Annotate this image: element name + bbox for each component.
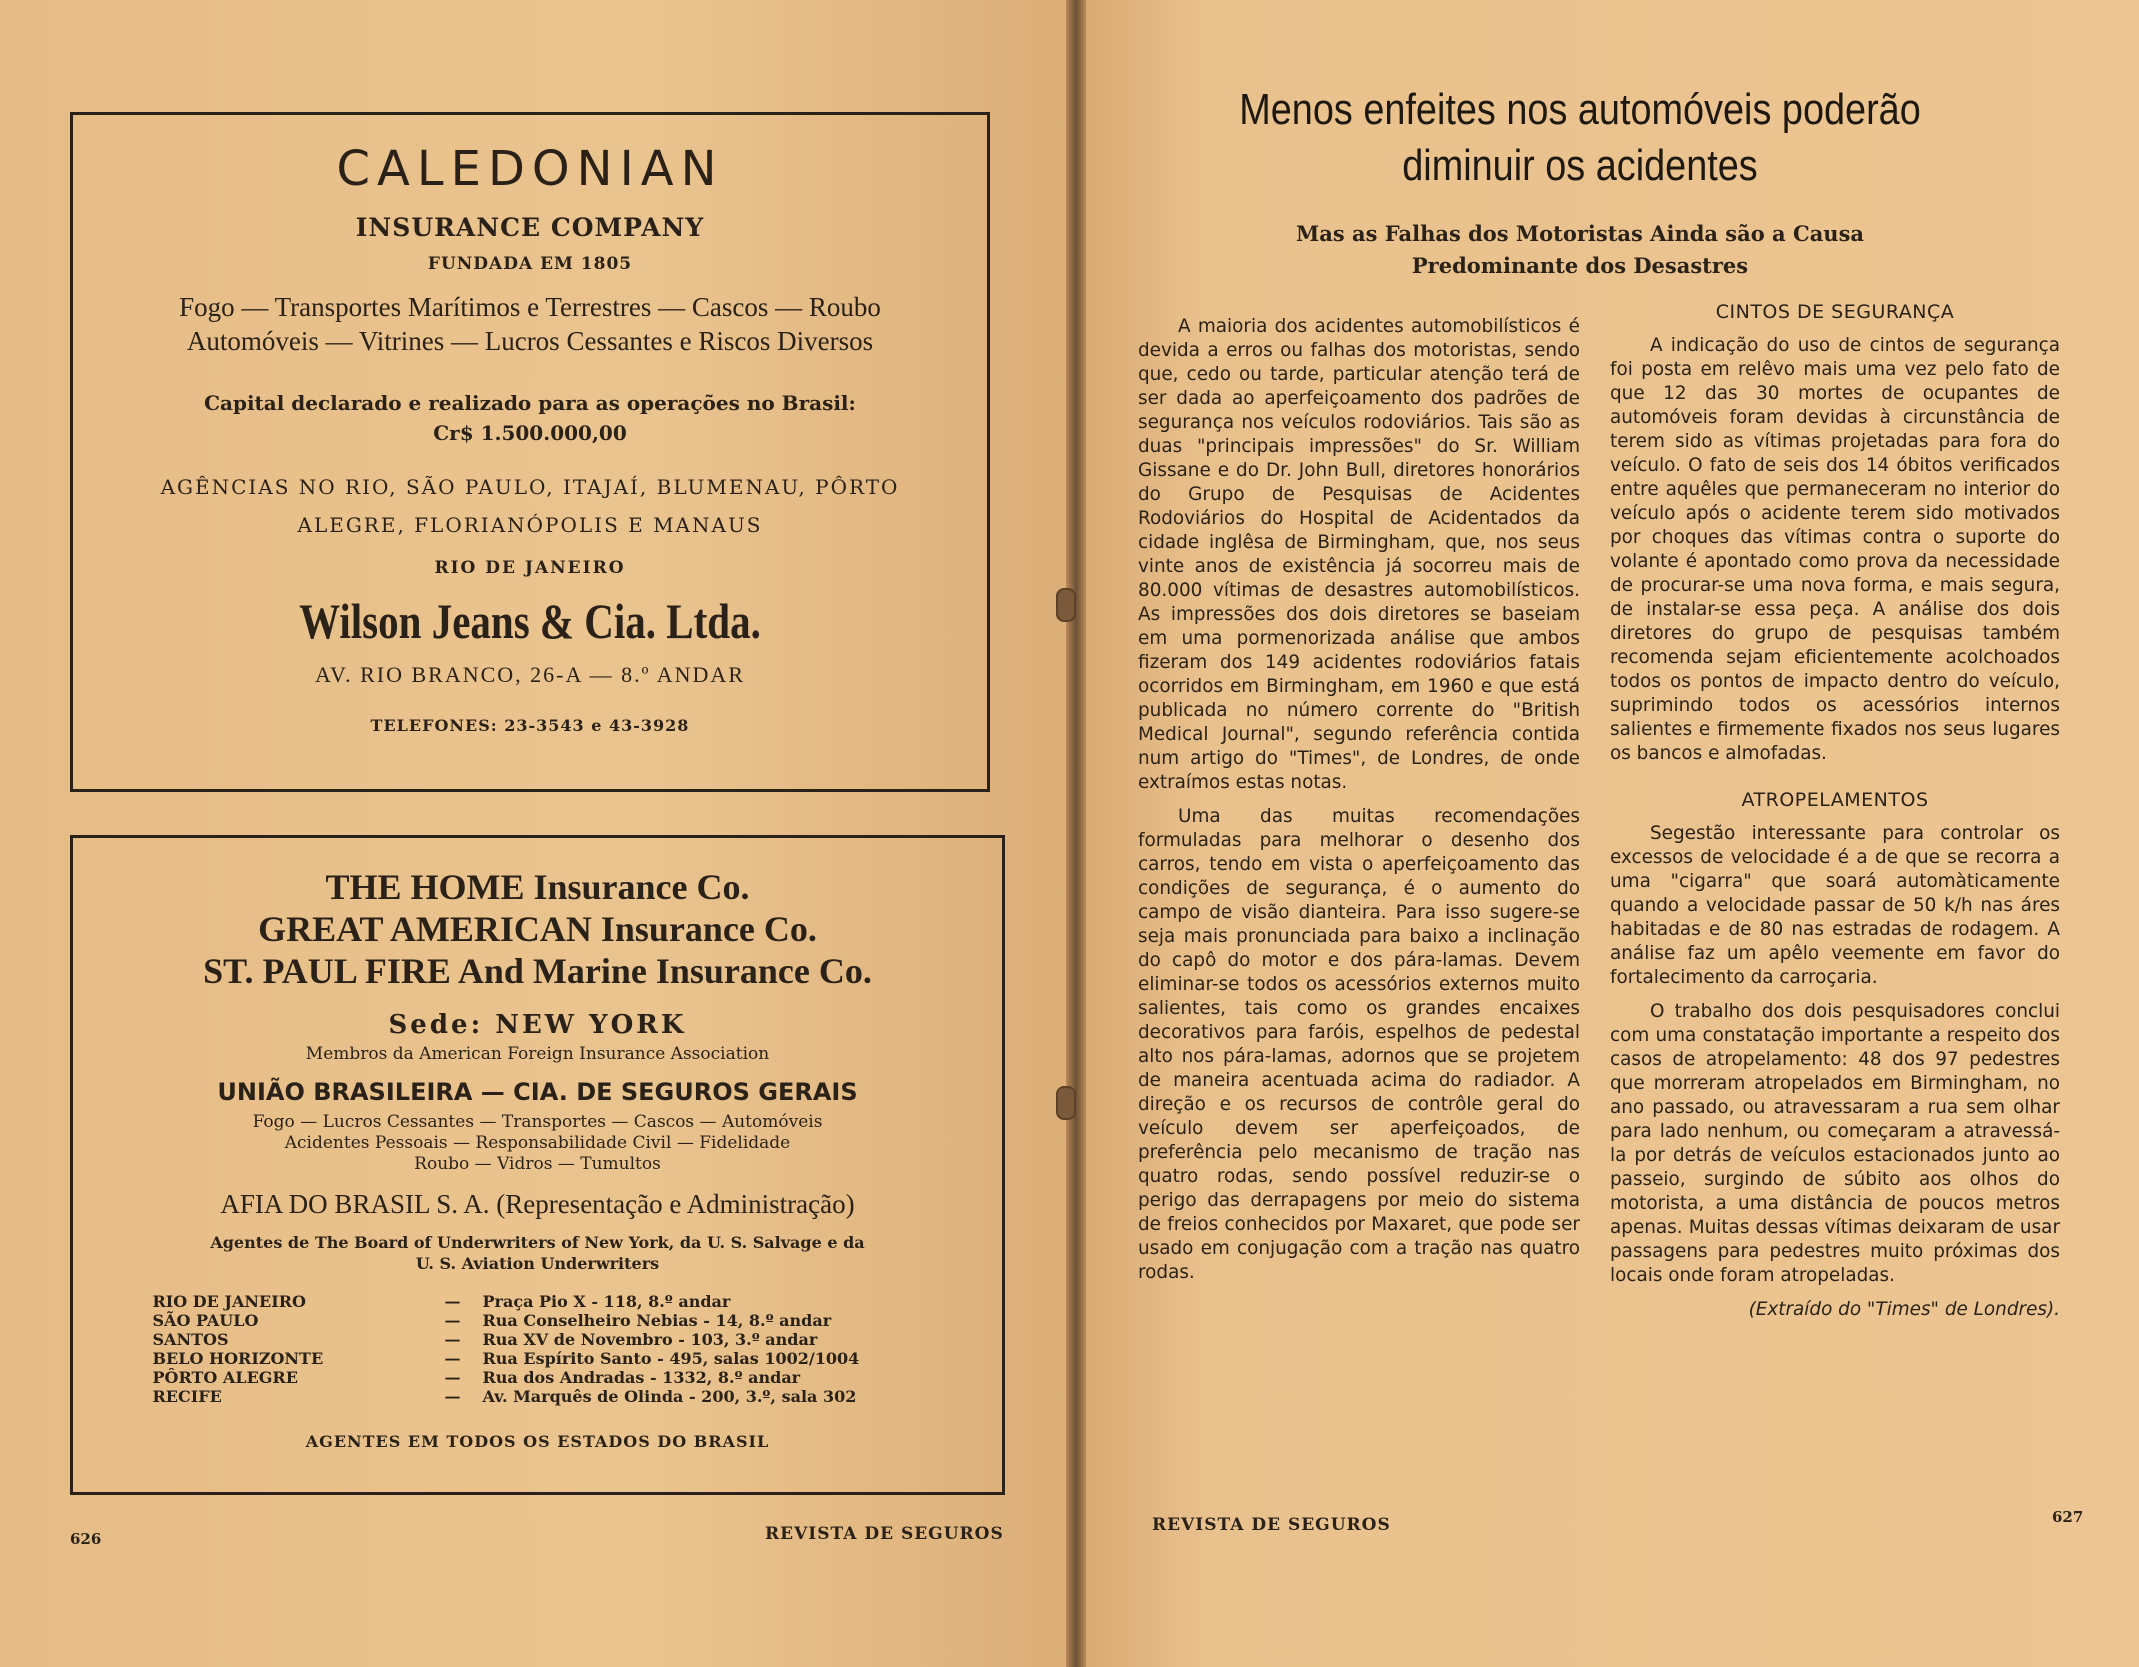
office-address: Rua Espírito Santo - 495, salas 1002/1004 — [482, 1349, 860, 1368]
binding-hole-icon — [1056, 588, 1076, 622]
office-address: Praça Pio X - 118, 8.º andar — [482, 1292, 731, 1311]
article-title — [1210, 82, 1950, 194]
office-dash: — — [444, 1368, 461, 1387]
article-subtitle-line: Predominante dos Desastres — [1411, 253, 1749, 278]
article-credit: (Extraído do "Times" de Londres). — [1748, 1299, 2060, 1320]
office-city: SANTOS — [152, 1330, 229, 1349]
ad-company-name: ST. PAUL FIRE And Marine Insurance Co. — [203, 951, 872, 991]
ad-agents-line: Agentes de The Board of Underwriters of New York, da U. S. Salvage e da — [210, 1233, 865, 1252]
ad-companies — [73, 866, 1002, 992]
ad-capital — [73, 388, 987, 448]
article-paragraph: Segestão interessante para controlar os excessos de velocidade é a de que se recorra a uma "cigarra" que soará automàticamente quando a velocidade passar de 50 k/h nas áres habitadas e de 80 nas estradas de rodagem. A análise faz um apêlo veemente em favor do fortalecimento da carroçaria. — [1610, 823, 2060, 988]
office-dash: — — [444, 1292, 461, 1311]
article-subtitle — [1200, 218, 1960, 282]
article-title-line: Menos enfeites nos automóveis poderão — [1239, 85, 1921, 134]
ad-service-line: Roubo — Vidros — Tumultos — [414, 1154, 661, 1174]
ad-agents-line: U. S. Aviation Underwriters — [415, 1254, 660, 1273]
ad-offices-table — [153, 1292, 923, 1406]
office-address: Rua dos Andradas - 1332, 8.º andar — [482, 1368, 801, 1387]
article-paragraph: A indicação do uso de cintos de segurança foi posta em relêvo mais uma vez pelo fato de que 12 das 30 mortes de ocupantes de automóveis foram devidas à circunstância de terem sido as vítimas projetadas para fora do veículo. O fato de seis dos 14 óbitos verificados entre aquêles que permaneceram no interior do veículo após o acidente terem sido motivados por choques das vítimas contra o suporte do volante é apontado como prova da necessidade de procurar-se uma nova forma, e mais segura, de instalar-se essa peça. A análise dos dois diretores do grupo de pesquisas também recomenda sejam eficientemente acolchoados todos os pontos de impacto dentro do veículo, suprimindo todos os acessórios internos salientes e firmemente fixados nos seus lugares os bancos e almofadas. — [1610, 335, 2060, 764]
magazine-name-left: REVISTA DE SEGUROS — [765, 1524, 1004, 1544]
table-row — [153, 1330, 923, 1349]
table-row — [153, 1349, 923, 1368]
ad-title: CALEDONIAN — [336, 141, 724, 197]
ad-service-line: Fogo — Lucros Cessantes — Transportes — Cascos — Automóveis — [252, 1112, 823, 1132]
caledonian-ad — [70, 112, 990, 792]
office-city: PÔRTO ALEGRE — [152, 1368, 298, 1387]
office-dash: — — [444, 1387, 461, 1406]
home-insurance-ad — [70, 835, 1005, 1495]
section-heading-pedestrians: ATROPELAMENTOS — [1741, 789, 1929, 811]
ad-services — [73, 1112, 1002, 1175]
ad-agent-name: Wilson Jeans & Cia. Ltda. — [299, 593, 761, 649]
ad-company-name: THE HOME Insurance Co. — [325, 867, 750, 907]
article-subtitle-line: Mas as Falhas dos Motoristas Ainda são a Causa — [1296, 221, 1864, 246]
ad-agencies — [73, 468, 987, 544]
ad-subtitle: INSURANCE COMPANY — [355, 213, 705, 242]
office-dash: — — [444, 1311, 461, 1330]
table-row — [153, 1292, 923, 1311]
page-number-left: 626 — [70, 1530, 102, 1548]
ad-agents — [73, 1232, 1002, 1274]
ad-phones: TELEFONES: 23-3543 e 43-3928 — [370, 716, 690, 735]
ad-agencies-line: AGÊNCIAS NO RIO, SÃO PAULO, ITAJAÍ, BLUMENAU, PÔRTO — [160, 475, 900, 499]
article-column-2 — [1610, 300, 2060, 1322]
article-paragraph: A maioria dos acidentes automobilísticos é devida a erros ou falhas dos motoristas, sendo que, cedo ou tarde, particular atenção terá de ser dada ao aperfeiçoamento dos padrões de segurança nos veículos rodoviários. Tais são as duas "principais impressões" do Sr. William Gissane e do Dr. John Bull, diretores honorários do Grupo de Pesquisas de Acidentes Rodoviários do Hospital de Acidentados da cidade inglêsa de Birmingham, que, nos seus vinte anos de existência já socorreu mais de 80.000 vítimas de desastres automobilísticos. As impressões dos dois diretores se baseiam em uma pormenorizada análise que ambos fizeram dos 149 acidentes rodoviários fatais ocorridos em Birmingham, em 1960 e que está publicada no número corrente do "British Medical Journal", segundo referência contida num artigo do "Times", de Londres, de onde extraímos estas notas. — [1138, 316, 1580, 793]
article-paragraph: Uma das muitas recomendações formuladas para melhorar o desenho dos carros, tendo em vista o aperfeiçoamento das condições de segurança, é o aumento do campo de visão dianteira. Para isso sugere-se seja mais pronunciada para baixo a inclinação do capô do motor e dos pára-lamas. Devem eliminar-se todos os acessórios externos muito salientes, tais como os grandes encaixes decorativos para faróis, espelhos de pedestal alto nos pára-lamas, adornos que se projetem de maneira acentuada acima do radiador. A direção e os recursos de contrôle geral do veículo devem ser aperfeiçoados, de preferência pelo mecanismo de tração nas quatro rodas, sendo possível reduzir-se o perigo das derrapagens por meio do sistema de freios conhecidos por Maxaret, que pode ser usado em conjugação com a tração nas quatro rodas. — [1138, 806, 1580, 1283]
article-paragraph: O trabalho dos dois pesquisadores conclui com uma constatação importante a respeito dos casos de atropelamento: 48 dos 97 pedestres que morreram atropelados em Birmingham, no ano passado, ou atravessaram a rua sem olhar para lado nenhum, ou começaram a atravessá-la por detrás de veículos estacionados junto ao passeio, surgindo de súbito aos olhos do motorista, a uma distância de poucos metros apenas. Muitas dessas vítimas deixaram de usar passagens para pedestres muito próximas dos locais onde foram atropeladas. — [1610, 1001, 2060, 1286]
office-city: SÃO PAULO — [152, 1311, 259, 1330]
ad-capital-value: Cr$ 1.500.000,00 — [433, 421, 627, 445]
ad-service-line: Fogo — Transportes Marítimos e Terrestres — Cascos — Roubo — [179, 292, 881, 322]
binding-gutter — [1066, 0, 1086, 1667]
ad-membership: Membros da American Foreign Insurance Association — [305, 1044, 770, 1064]
office-dash: — — [444, 1330, 461, 1349]
ad-uniao: UNIÃO BRASILEIRA — CIA. DE SEGUROS GERAIS — [217, 1078, 858, 1106]
ad-services — [73, 290, 987, 358]
office-address: Av. Marquês de Olinda - 200, 3.º, sala 302 — [482, 1387, 857, 1406]
ad-address: AV. RIO BRANCO, 26-A — 8.º ANDAR — [314, 662, 745, 687]
ad-afia: AFIA DO BRASIL S. A. (Representação e Administração) — [220, 1189, 855, 1219]
ad-capital-line: Capital declarado e realizado para as operações no Brasil: — [204, 391, 856, 415]
section-heading-seatbelts: CINTOS DE SEGURANÇA — [1715, 301, 1955, 323]
article-title-line: diminuir os acidentes — [1402, 141, 1758, 190]
page-number-right: 627 — [2052, 1508, 2084, 1526]
table-row — [153, 1311, 923, 1330]
table-row — [153, 1387, 923, 1406]
ad-founded: FUNDADA EM 1805 — [427, 254, 633, 274]
ad-service-line: Acidentes Pessoais — Responsabilidade Civil — Fidelidade — [284, 1133, 791, 1153]
office-city: RIO DE JANEIRO — [152, 1292, 306, 1311]
ad-agencies-line: ALEGRE, FLORIANÓPOLIS E MANAUS — [297, 513, 763, 537]
article-column-1 — [1138, 315, 1580, 1295]
magazine-name-right: REVISTA DE SEGUROS — [1152, 1515, 1391, 1535]
binding-hole-icon — [1056, 1086, 1076, 1120]
ad-company-name: GREAT AMERICAN Insurance Co. — [258, 909, 817, 949]
office-city: RECIFE — [152, 1387, 222, 1406]
ad-footer: AGENTES EM TODOS OS ESTADOS DO BRASIL — [305, 1432, 770, 1451]
office-address: Rua XV de Novembro - 103, 3.º andar — [482, 1330, 818, 1349]
ad-city: RIO DE JANEIRO — [434, 558, 626, 578]
ad-headquarters: Sede: NEW YORK — [388, 1010, 687, 1040]
ad-service-line: Automóveis — Vitrines — Lucros Cessantes e Riscos Diversos — [186, 326, 874, 356]
table-row — [153, 1368, 923, 1387]
office-city: BELO HORIZONTE — [152, 1349, 324, 1368]
office-address: Rua Conselheiro Nebias - 14, 8.º andar — [482, 1311, 832, 1330]
office-dash: — — [444, 1349, 461, 1368]
